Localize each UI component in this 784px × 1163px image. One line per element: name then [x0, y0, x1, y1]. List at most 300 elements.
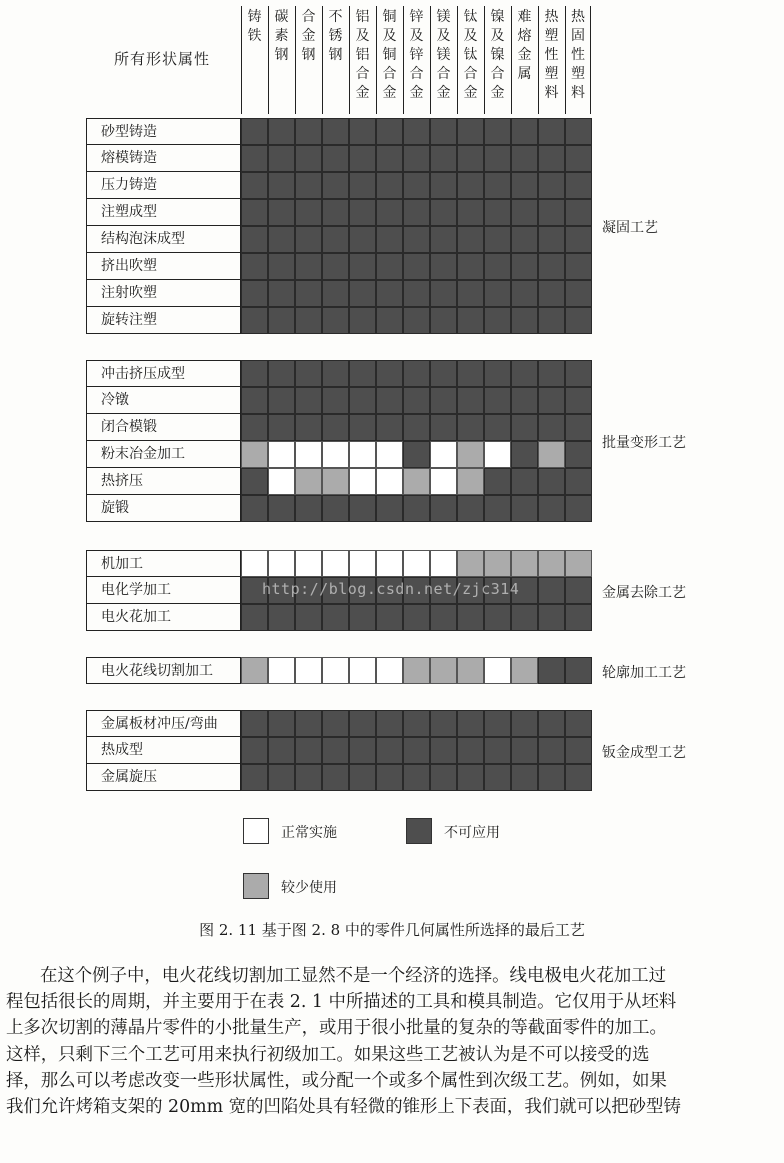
- matrix-cell: [403, 118, 430, 145]
- material-header-char: 金: [301, 28, 316, 44]
- matrix-cell: [295, 307, 322, 334]
- matrix-cell: [376, 280, 403, 307]
- matrix-cell: [565, 226, 592, 253]
- material-header-char: 镁: [436, 47, 451, 63]
- matrix-cell: [268, 280, 295, 307]
- matrix-cell: [268, 199, 295, 226]
- material-header-char: 铜: [382, 47, 397, 63]
- material-header-char: 塑: [544, 66, 559, 82]
- matrix-cell: [268, 468, 295, 495]
- matrix-cell: [376, 360, 403, 387]
- matrix-cell: [457, 414, 484, 441]
- process-row-label: 熔模铸造: [86, 145, 241, 172]
- matrix-cell: [565, 414, 592, 441]
- matrix-cell: [322, 468, 349, 495]
- matrix-cell: [295, 495, 322, 522]
- process-row-label: 热挤压: [86, 468, 241, 495]
- material-header-char: 铝: [355, 9, 370, 25]
- material-header-char: 铁: [247, 28, 262, 44]
- material-header-char: 及: [436, 28, 451, 44]
- matrix-cell: [349, 199, 376, 226]
- material-header-char: 钢: [301, 47, 316, 63]
- matrix-cell: [430, 360, 457, 387]
- matrix-cell: [457, 360, 484, 387]
- matrix-cell: [484, 764, 511, 791]
- matrix-cell: [565, 737, 592, 764]
- matrix-cell: [430, 468, 457, 495]
- material-header-11: [538, 6, 564, 114]
- matrix-cell: [322, 495, 349, 522]
- matrix-cell: [241, 226, 268, 253]
- material-header-char: 合: [409, 66, 424, 82]
- matrix-cell: [457, 118, 484, 145]
- matrix-cell: [403, 604, 430, 631]
- matrix-cell: [484, 737, 511, 764]
- material-header-1: [268, 6, 294, 114]
- matrix-cell: [484, 414, 511, 441]
- material-header-char: 料: [544, 85, 559, 101]
- body-text-line: 我们允许烤箱支架的 20mm 宽的凹陷处具有轻微的锥形上下表面，我们就可以把砂型铸: [6, 1097, 681, 1118]
- matrix-cell: [376, 657, 403, 684]
- matrix-cell: [268, 414, 295, 441]
- matrix-cell: [403, 360, 430, 387]
- matrix-cell: [538, 360, 565, 387]
- matrix-cell: [376, 710, 403, 737]
- matrix-cell: [457, 441, 484, 468]
- matrix-cell: [349, 414, 376, 441]
- matrix-cell: [565, 172, 592, 199]
- material-header-3: [322, 6, 348, 114]
- matrix-cell: [457, 737, 484, 764]
- matrix-cell: [403, 226, 430, 253]
- matrix-cell: [565, 387, 592, 414]
- matrix-cell: [295, 226, 322, 253]
- matrix-cell: [241, 199, 268, 226]
- matrix-cell: [376, 253, 403, 280]
- matrix-cell: [295, 657, 322, 684]
- matrix-cell: [430, 414, 457, 441]
- material-header-char: 锌: [409, 9, 424, 25]
- matrix-cell: [349, 387, 376, 414]
- matrix-cell: [565, 280, 592, 307]
- process-row-label: 冷镦: [86, 387, 241, 414]
- matrix-cell: [403, 199, 430, 226]
- material-header-5: [376, 6, 402, 114]
- matrix-cell: [322, 360, 349, 387]
- matrix-cell: [241, 495, 268, 522]
- matrix-cell: [430, 199, 457, 226]
- matrix-cell: [511, 550, 538, 577]
- matrix-cell: [376, 172, 403, 199]
- process-row-label: 电火花加工: [86, 604, 241, 631]
- matrix-cell: [565, 307, 592, 334]
- matrix-cell: [295, 360, 322, 387]
- matrix-cell: [457, 387, 484, 414]
- material-header-char: 钢: [328, 47, 343, 63]
- body-text-line: 在这个例子中，电火花线切割加工显然不是一个经济的选择。线电极电火花加工过: [40, 966, 667, 986]
- matrix-cell: [349, 710, 376, 737]
- matrix-cell: [484, 226, 511, 253]
- material-header-char: 合: [436, 66, 451, 82]
- material-header-char: 合: [490, 66, 505, 82]
- material-header-char: 及: [409, 28, 424, 44]
- matrix-cell: [457, 199, 484, 226]
- matrix-cell: [376, 764, 403, 791]
- matrix-cell: [322, 118, 349, 145]
- matrix-cell: [322, 280, 349, 307]
- matrix-cell: [349, 468, 376, 495]
- matrix-cell: [295, 172, 322, 199]
- matrix-cell: [241, 710, 268, 737]
- material-header-char: 碳: [274, 9, 289, 25]
- matrix-cell: [565, 118, 592, 145]
- material-header-char: 镍: [490, 9, 505, 25]
- matrix-cell: [484, 550, 511, 577]
- matrix-cell: [565, 253, 592, 280]
- matrix-cell: [403, 280, 430, 307]
- matrix-cell: [511, 414, 538, 441]
- matrix-cell: [484, 495, 511, 522]
- matrix-cell: [322, 550, 349, 577]
- material-header-char: 合: [463, 66, 478, 82]
- process-row-label: 压力铸造: [86, 172, 241, 199]
- matrix-cell: [511, 764, 538, 791]
- matrix-cell: [295, 604, 322, 631]
- matrix-cell: [511, 495, 538, 522]
- matrix-cell: [511, 199, 538, 226]
- matrix-cell: [349, 145, 376, 172]
- matrix-cell: [484, 604, 511, 631]
- process-row-label: 电化学加工: [86, 577, 241, 604]
- matrix-cell: [322, 387, 349, 414]
- material-header-char: 及: [463, 28, 478, 44]
- process-row-label: 砂型铸造: [86, 118, 241, 145]
- matrix-cell: [322, 764, 349, 791]
- material-header-char: 及: [490, 28, 505, 44]
- process-group-label: 金属去除工艺: [602, 584, 686, 601]
- matrix-cell: [430, 604, 457, 631]
- matrix-cell: [241, 360, 268, 387]
- material-header-char: 不: [328, 9, 343, 25]
- matrix-cell: [322, 199, 349, 226]
- matrix-cell: [241, 387, 268, 414]
- matrix-cell: [295, 387, 322, 414]
- matrix-cell: [430, 441, 457, 468]
- matrix-cell: [295, 118, 322, 145]
- process-row-label: 旋转注塑: [86, 307, 241, 334]
- material-header-6: [403, 6, 429, 114]
- matrix-cell: [484, 253, 511, 280]
- matrix-cell: [484, 710, 511, 737]
- matrix-cell: [349, 118, 376, 145]
- matrix-cell: [349, 604, 376, 631]
- matrix-cell: [241, 441, 268, 468]
- matrix-cell: [376, 145, 403, 172]
- matrix-cell: [268, 118, 295, 145]
- body-paragraph: [6, 963, 776, 1120]
- matrix-cell: [241, 253, 268, 280]
- material-header-char: 合: [382, 66, 397, 82]
- matrix-cell: [403, 710, 430, 737]
- matrix-cell: [295, 280, 322, 307]
- process-row-label: 挤出吹塑: [86, 253, 241, 280]
- matrix-cell: [349, 737, 376, 764]
- matrix-cell: [403, 764, 430, 791]
- matrix-cell: [349, 441, 376, 468]
- material-header-char: 及: [355, 28, 370, 44]
- matrix-cell: [430, 764, 457, 791]
- matrix-cell: [349, 495, 376, 522]
- matrix-cell: [349, 226, 376, 253]
- matrix-cell: [457, 495, 484, 522]
- material-header-char: 金: [463, 85, 478, 101]
- matrix-cell: [322, 737, 349, 764]
- matrix-cell: [268, 737, 295, 764]
- matrix-cell: [538, 199, 565, 226]
- matrix-cell: [403, 495, 430, 522]
- matrix-cell: [484, 118, 511, 145]
- process-row-label: 注射吹塑: [86, 280, 241, 307]
- matrix-cell: [349, 280, 376, 307]
- matrix-cell: [295, 199, 322, 226]
- material-header-char: 镁: [436, 9, 451, 25]
- process-row-label: 结构泡沫成型: [86, 226, 241, 253]
- matrix-cell: [538, 550, 565, 577]
- material-header-char: 塑: [544, 28, 559, 44]
- material-header-char: 塑: [571, 66, 585, 82]
- matrix-cell: [295, 764, 322, 791]
- matrix-cell: [511, 604, 538, 631]
- material-header-char: 铸: [247, 9, 262, 25]
- matrix-cell: [403, 737, 430, 764]
- process-group-label: 凝固工艺: [602, 220, 658, 236]
- process-row-label: 热成型: [86, 737, 241, 764]
- matrix-cell: [430, 657, 457, 684]
- material-header-char: 料: [571, 85, 585, 101]
- matrix-cell: [511, 118, 538, 145]
- material-header-char: 性: [544, 47, 559, 63]
- legend-label-not-applicable: 不可应用: [444, 825, 500, 841]
- process-row-label: 机加工: [86, 550, 241, 577]
- material-header-char: 热: [571, 9, 585, 25]
- body-text-line: 程包括很长的周期，并主要用于在表 2. 1 中所描述的工具和模具制造。它仅用于从坯料: [6, 992, 677, 1013]
- matrix-cell: [376, 604, 403, 631]
- matrix-cell: [538, 495, 565, 522]
- body-text-line: 上多次切割的薄晶片零件的小批量生产，或用于很小批量的复杂的等截面零件的加工。: [6, 1018, 667, 1039]
- material-header-char: 熔: [517, 28, 532, 44]
- matrix-cell: [403, 441, 430, 468]
- watermark: http://blog.csdn.net/zjc314: [262, 580, 520, 598]
- material-header-char: 及: [382, 28, 397, 44]
- matrix-cell: [565, 764, 592, 791]
- matrix-cell: [565, 468, 592, 495]
- matrix-cell: [511, 387, 538, 414]
- matrix-cell: [241, 550, 268, 577]
- matrix-cell: [430, 550, 457, 577]
- matrix-cell: [403, 414, 430, 441]
- material-header-char: 素: [274, 28, 289, 44]
- matrix-cell: [268, 764, 295, 791]
- matrix-cell: [511, 468, 538, 495]
- matrix-cell: [538, 307, 565, 334]
- matrix-cell: [268, 253, 295, 280]
- matrix-cell: [538, 226, 565, 253]
- matrix-cell: [538, 118, 565, 145]
- matrix-cell: [484, 657, 511, 684]
- matrix-cell: [430, 118, 457, 145]
- matrix-cell: [538, 145, 565, 172]
- matrix-cell: [565, 145, 592, 172]
- material-header-char: 铝: [355, 47, 370, 63]
- matrix-cell: [565, 657, 592, 684]
- corner-label: 所有形状属性: [113, 50, 210, 68]
- matrix-cell: [484, 172, 511, 199]
- matrix-cell: [322, 172, 349, 199]
- matrix-cell: [241, 414, 268, 441]
- matrix-cell: [565, 550, 592, 577]
- matrix-cell: [268, 226, 295, 253]
- matrix-cell: [376, 307, 403, 334]
- matrix-cell: [322, 226, 349, 253]
- matrix-cell: [295, 468, 322, 495]
- matrix-cell: [268, 657, 295, 684]
- matrix-cell: [457, 468, 484, 495]
- material-header-char: 锈: [328, 28, 343, 44]
- material-header-char: 锌: [409, 47, 424, 63]
- matrix-cell: [565, 199, 592, 226]
- matrix-cell: [403, 172, 430, 199]
- matrix-cell: [322, 441, 349, 468]
- matrix-cell: [430, 387, 457, 414]
- material-header-char: 金: [436, 85, 451, 101]
- matrix-cell: [511, 657, 538, 684]
- material-header-char: 镍: [490, 47, 505, 63]
- matrix-cell: [295, 253, 322, 280]
- matrix-cell: [511, 360, 538, 387]
- matrix-cell: [538, 468, 565, 495]
- matrix-cell: [322, 710, 349, 737]
- process-group-label: 轮廓加工工艺: [602, 664, 686, 681]
- matrix-cell: [457, 253, 484, 280]
- matrix-cell: [511, 145, 538, 172]
- process-group-label: 钣金成型工艺: [602, 744, 686, 761]
- matrix-cell: [538, 441, 565, 468]
- material-header-char: 性: [571, 47, 585, 63]
- matrix-cell: [430, 737, 457, 764]
- material-header-char: 钛: [463, 47, 478, 63]
- matrix-cell: [241, 280, 268, 307]
- matrix-cell: [295, 737, 322, 764]
- matrix-cell: [322, 307, 349, 334]
- matrix-cell: [322, 145, 349, 172]
- matrix-cell: [484, 441, 511, 468]
- matrix-cell: [241, 657, 268, 684]
- matrix-cell: [457, 657, 484, 684]
- matrix-cell: [268, 145, 295, 172]
- matrix-cell: [322, 414, 349, 441]
- matrix-cell: [511, 441, 538, 468]
- matrix-cell: [430, 145, 457, 172]
- matrix-cell: [457, 145, 484, 172]
- matrix-cell: [511, 253, 538, 280]
- matrix-cell: [538, 657, 565, 684]
- matrix-cell: [538, 577, 565, 604]
- matrix-cell: [565, 710, 592, 737]
- material-header-char: 热: [544, 9, 559, 25]
- matrix-cell: [322, 604, 349, 631]
- matrix-cell: [565, 577, 592, 604]
- figure-caption: 图 2. 11 基于图 2. 8 中的零件几何属性所选择的最后工艺: [199, 921, 585, 939]
- matrix-cell: [403, 145, 430, 172]
- matrix-cell: [295, 441, 322, 468]
- material-header-10: [511, 6, 537, 114]
- matrix-cell: [376, 495, 403, 522]
- matrix-cell: [403, 307, 430, 334]
- legend-label-less-used: 较少使用: [281, 880, 337, 896]
- matrix-cell: [484, 280, 511, 307]
- material-header-9: [484, 6, 510, 114]
- material-header-char: 属: [517, 66, 532, 82]
- matrix-cell: [430, 280, 457, 307]
- matrix-cell: [511, 280, 538, 307]
- process-row-label: 金属旋压: [86, 764, 241, 791]
- legend-swatch-less-used: [243, 873, 269, 899]
- matrix-cell: [403, 387, 430, 414]
- material-header-char: 合: [301, 9, 316, 25]
- matrix-cell: [430, 495, 457, 522]
- material-header-char: 金: [490, 85, 505, 101]
- matrix-cell: [241, 468, 268, 495]
- matrix-cell: [484, 387, 511, 414]
- matrix-cell: [241, 737, 268, 764]
- matrix-cell: [511, 226, 538, 253]
- matrix-cell: [484, 145, 511, 172]
- matrix-cell: [538, 414, 565, 441]
- matrix-cell: [511, 710, 538, 737]
- process-row-label: 粉末冶金加工: [86, 441, 241, 468]
- body-text-line: 择，那么可以考虑改变一些形状属性，或分配一个或多个属性到次级工艺。例如，如果: [6, 1070, 667, 1091]
- matrix-cell: [376, 387, 403, 414]
- process-row-label: 冲击挤压成型: [86, 360, 241, 387]
- matrix-cell: [430, 172, 457, 199]
- material-header-char: 金: [409, 85, 424, 101]
- matrix-cell: [376, 118, 403, 145]
- matrix-cell: [457, 280, 484, 307]
- material-header-8: [457, 6, 483, 114]
- matrix-cell: [268, 441, 295, 468]
- material-header-2: [295, 6, 321, 114]
- legend-label-normal: 正常实施: [281, 825, 337, 841]
- matrix-cell: [538, 172, 565, 199]
- legend-swatch-not-applicable: [406, 818, 432, 844]
- matrix-cell: [430, 307, 457, 334]
- matrix-cell: [457, 710, 484, 737]
- matrix-cell: [457, 172, 484, 199]
- material-header-char: 难: [517, 9, 532, 25]
- matrix-cell: [241, 764, 268, 791]
- matrix-cell: [268, 604, 295, 631]
- matrix-cell: [349, 253, 376, 280]
- matrix-cell: [538, 604, 565, 631]
- matrix-cell: [268, 360, 295, 387]
- matrix-cell: [241, 307, 268, 334]
- matrix-cell: [565, 441, 592, 468]
- process-row-label: 注塑成型: [86, 199, 241, 226]
- material-header-char: 钛: [463, 9, 478, 25]
- material-header-12: [565, 6, 591, 114]
- matrix-cell: [511, 307, 538, 334]
- matrix-cell: [457, 307, 484, 334]
